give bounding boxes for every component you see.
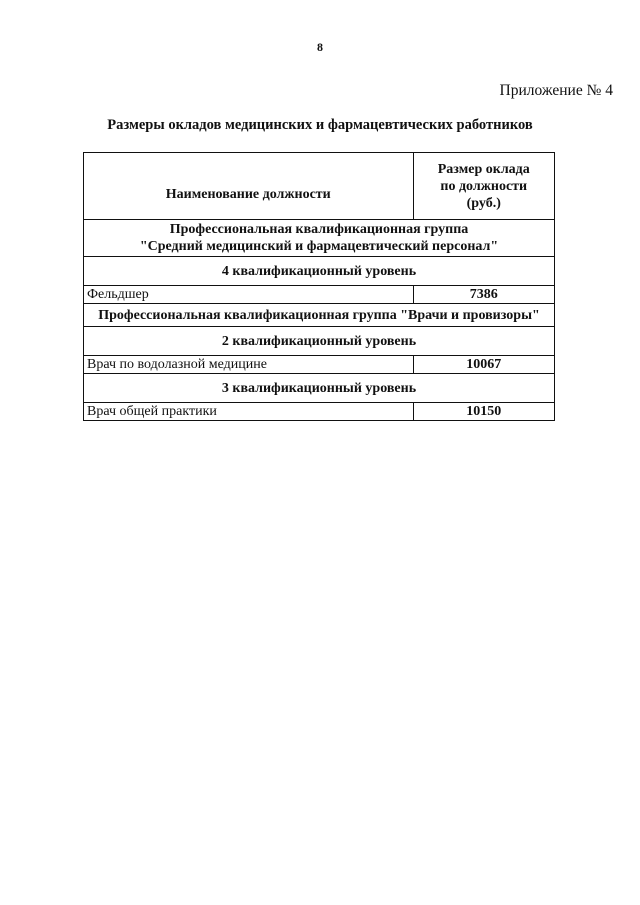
page-number: 8: [317, 40, 323, 54]
table-row: [84, 356, 555, 374]
column-header-salary: [413, 153, 554, 220]
qualification-level-title: 3 квалификационный уровень: [84, 374, 555, 403]
position-name: Фельдшер: [84, 286, 414, 304]
qualification-level-title: 2 квалификационный уровень: [84, 327, 555, 356]
salary-table: [83, 152, 555, 421]
appendix-label: Приложение № 4: [499, 82, 613, 99]
qualification-level-title: 4 квалификационный уровень: [84, 257, 555, 286]
column-header-salary-line: Размер оклада: [437, 161, 530, 177]
qualification-level-row: [84, 374, 555, 403]
salary-value: 10150: [413, 403, 554, 421]
position-name: Врач по водолазной медицине: [84, 356, 414, 374]
table-row: [84, 286, 555, 304]
document-title: Размеры окладов медицинских и фармацевтических работников: [107, 117, 533, 133]
qualification-group-title-line: Профессиональная квалификационная группа: [169, 222, 469, 237]
salary-value: 10067: [413, 356, 554, 374]
qualification-group-title: Профессиональная квалификационная группа "Врачи и провизоры": [84, 304, 555, 327]
column-header-position: Наименование должности: [84, 153, 414, 220]
table-header-row: [84, 153, 555, 220]
qualification-group-title-line: "Средний медицинский и фармацевтический персонал": [139, 239, 499, 254]
column-header-salary-line: (руб.): [466, 195, 501, 211]
salary-value: 7386: [413, 286, 554, 304]
qualification-group-row: [84, 220, 555, 257]
table-row: [84, 403, 555, 421]
qualification-level-row: [84, 327, 555, 356]
qualification-group-title: [84, 220, 555, 257]
column-header-salary-line: по должности: [440, 178, 528, 194]
qualification-group-row: [84, 304, 555, 327]
position-name: Врач общей практики: [84, 403, 414, 421]
qualification-level-row: [84, 257, 555, 286]
